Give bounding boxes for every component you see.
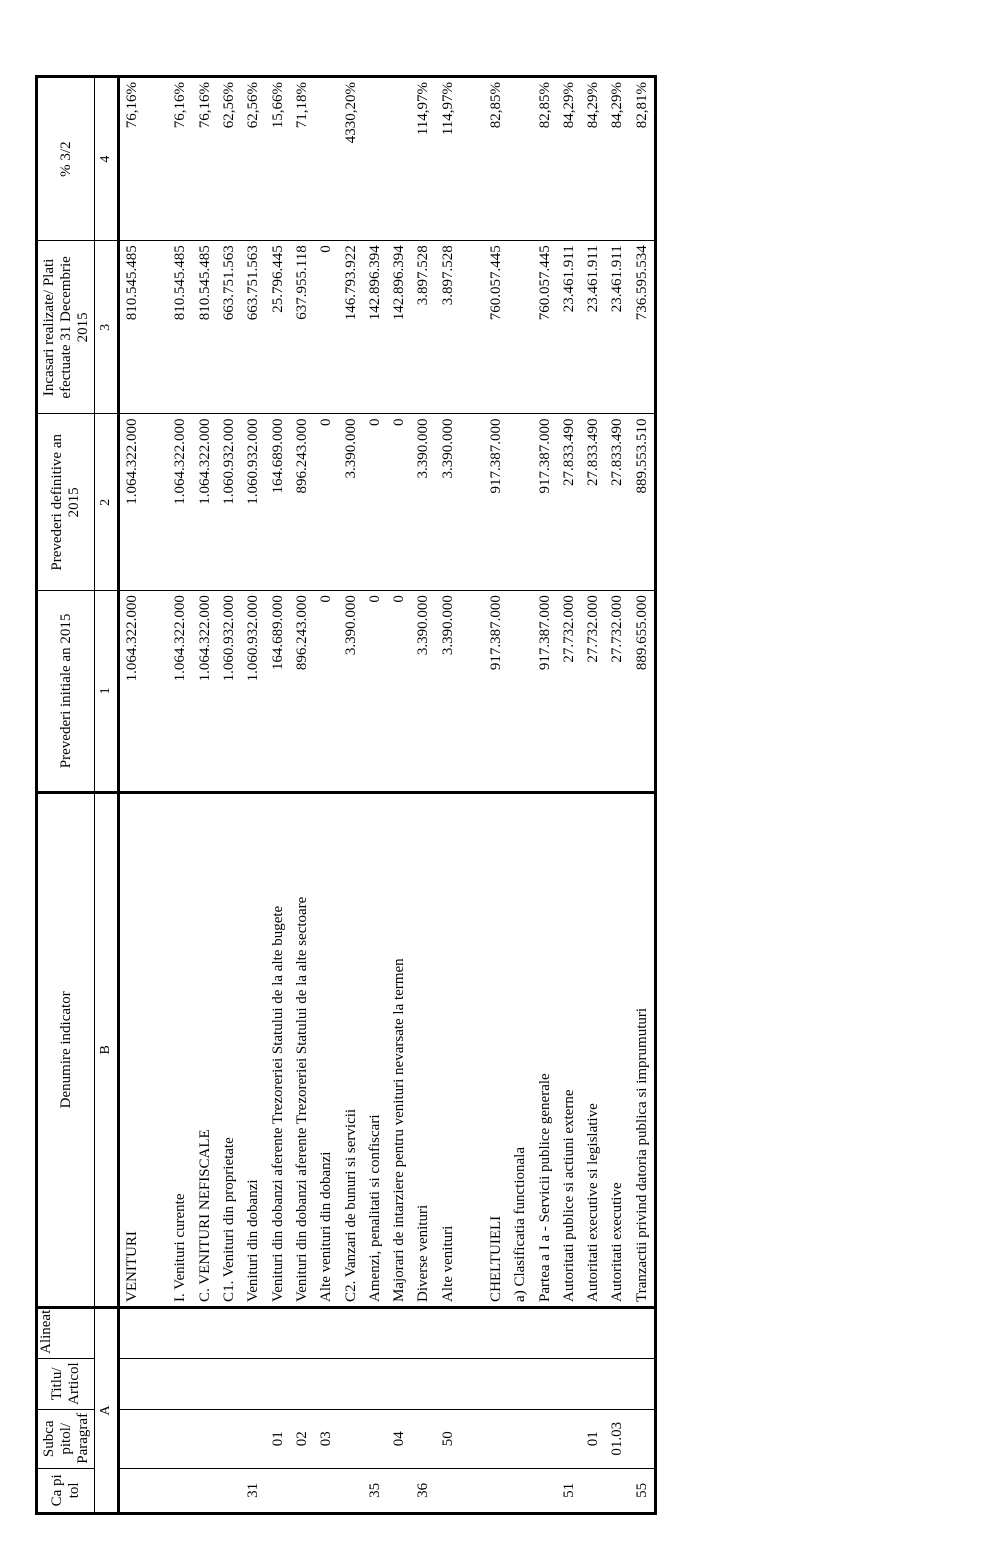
cell-denumire: Autoritati executive xyxy=(605,792,629,1307)
cell-procent: 84,29% xyxy=(557,77,581,241)
cell-subcapitol xyxy=(217,1409,241,1468)
cell-procent: 84,29% xyxy=(605,77,629,241)
cell-subcapitol xyxy=(508,1409,532,1468)
table-row xyxy=(508,77,532,1514)
cell-procent: 84,29% xyxy=(581,77,605,241)
table-row xyxy=(532,77,556,1514)
cell-capitol xyxy=(119,1468,145,1513)
cell-titlu xyxy=(290,1358,314,1409)
cell-denumire: C1. Venituri din proprietate xyxy=(217,792,241,1307)
header-realizari: Incasari realizate/ Plati efectuate 31 Decembrie 2015 xyxy=(37,241,95,414)
cell-titlu xyxy=(484,1358,508,1409)
cell-titlu xyxy=(217,1358,241,1409)
cell-titlu xyxy=(241,1358,265,1409)
cell-procent: 114,97% xyxy=(436,77,460,241)
cell-capitol: 55 xyxy=(630,1468,656,1513)
cell-prev-def: 1.060.932.000 xyxy=(217,414,241,591)
cell-procent: 76,16% xyxy=(168,77,192,241)
cell-prev-init xyxy=(144,591,168,793)
header-procent: % 3/2 xyxy=(37,77,95,241)
cell-prev-def: 3.390.000 xyxy=(436,414,460,591)
cell-prev-def: 27.833.490 xyxy=(605,414,629,591)
cell-denumire: VENITURI xyxy=(119,792,145,1307)
cell-prev-def: 1.064.322.000 xyxy=(168,414,192,591)
cell-alineat xyxy=(363,1307,387,1358)
cell-alineat xyxy=(193,1307,217,1358)
spacer-row xyxy=(460,77,484,1514)
header-prev-init: Prevederi initiale an 2015 xyxy=(37,591,95,793)
table-row xyxy=(557,77,581,1514)
cell-subcapitol xyxy=(119,1409,145,1468)
cell-procent xyxy=(460,77,484,241)
cell-subcapitol xyxy=(241,1409,265,1468)
cell-subcapitol xyxy=(193,1409,217,1468)
cell-titlu xyxy=(411,1358,435,1409)
cell-alineat xyxy=(605,1307,629,1358)
table-row xyxy=(411,77,435,1514)
cell-denumire: Majorari de intarziere pentru venituri nevarsate la termen xyxy=(387,792,411,1307)
cell-titlu xyxy=(436,1358,460,1409)
table-row xyxy=(168,77,192,1514)
cell-titlu xyxy=(119,1358,145,1409)
cell-prev-init: 3.390.000 xyxy=(411,591,435,793)
cell-capitol xyxy=(168,1468,192,1513)
index-1: 1 xyxy=(95,591,119,793)
cell-capitol xyxy=(314,1468,338,1513)
cell-alineat xyxy=(314,1307,338,1358)
header-capitol: Ca pi tol xyxy=(37,1468,95,1513)
index-4: 4 xyxy=(95,77,119,241)
cell-prev-def xyxy=(460,414,484,591)
cell-subcapitol xyxy=(168,1409,192,1468)
cell-capitol: 51 xyxy=(557,1468,581,1513)
table-row xyxy=(119,77,145,1514)
cell-prev-def: 896.243.000 xyxy=(290,414,314,591)
cell-denumire: Alte venituri din dobanzi xyxy=(314,792,338,1307)
cell-titlu xyxy=(532,1358,556,1409)
cell-denumire xyxy=(460,792,484,1307)
cell-alineat xyxy=(338,1307,362,1358)
cell-realizari: 663.751.563 xyxy=(241,241,265,414)
spacer-row xyxy=(144,77,168,1514)
cell-subcapitol xyxy=(532,1409,556,1468)
index-a: A xyxy=(95,1307,119,1513)
table-row xyxy=(241,77,265,1514)
table-row xyxy=(314,77,338,1514)
cell-subcapitol xyxy=(484,1409,508,1468)
cell-alineat xyxy=(508,1307,532,1358)
table-row xyxy=(338,77,362,1514)
cell-denumire: a) Clasificatia functionala xyxy=(508,792,532,1307)
cell-denumire: Venituri din dobanzi aferente Trezoreriei Statului de la alte bugete xyxy=(265,792,289,1307)
cell-titlu xyxy=(605,1358,629,1409)
cell-subcapitol: 01 xyxy=(265,1409,289,1468)
cell-capitol xyxy=(508,1468,532,1513)
cell-titlu xyxy=(338,1358,362,1409)
cell-alineat xyxy=(119,1307,145,1358)
cell-subcapitol xyxy=(557,1409,581,1468)
cell-procent: 82,81% xyxy=(630,77,656,241)
cell-prev-def xyxy=(144,414,168,591)
header-subcapitol: Subca pitol/ Paragraf xyxy=(37,1409,95,1468)
cell-prev-init: 0 xyxy=(314,591,338,793)
cell-denumire: Autoritati publice si actiuni externe xyxy=(557,792,581,1307)
index-2: 2 xyxy=(95,414,119,591)
cell-titlu xyxy=(193,1358,217,1409)
cell-realizari: 3.897.528 xyxy=(436,241,460,414)
cell-capitol xyxy=(290,1468,314,1513)
cell-capitol xyxy=(581,1468,605,1513)
cell-subcapitol: 02 xyxy=(290,1409,314,1468)
cell-denumire: Diverse venituri xyxy=(411,792,435,1307)
cell-titlu xyxy=(168,1358,192,1409)
cell-denumire: CHELTUIELI xyxy=(484,792,508,1307)
table-row xyxy=(630,77,656,1514)
cell-prev-init: 1.064.322.000 xyxy=(119,591,145,793)
cell-procent: 4330,20% xyxy=(338,77,362,241)
cell-subcapitol xyxy=(338,1409,362,1468)
cell-realizari xyxy=(508,241,532,414)
table-row xyxy=(436,77,460,1514)
cell-prev-init: 27.732.000 xyxy=(557,591,581,793)
cell-prev-def: 3.390.000 xyxy=(338,414,362,591)
cell-capitol xyxy=(605,1468,629,1513)
cell-procent xyxy=(363,77,387,241)
cell-capitol xyxy=(193,1468,217,1513)
cell-denumire: Tranzactii privind datoria publica si imprumuturi xyxy=(630,792,656,1307)
cell-procent xyxy=(144,77,168,241)
cell-prev-def: 0 xyxy=(314,414,338,591)
cell-prev-def: 0 xyxy=(363,414,387,591)
cell-alineat xyxy=(265,1307,289,1358)
cell-denumire xyxy=(144,792,168,1307)
cell-prev-def: 3.390.000 xyxy=(411,414,435,591)
cell-realizari: 760.057.445 xyxy=(484,241,508,414)
cell-prev-init: 3.390.000 xyxy=(436,591,460,793)
cell-titlu xyxy=(265,1358,289,1409)
cell-capitol: 36 xyxy=(411,1468,435,1513)
cell-capitol xyxy=(387,1468,411,1513)
cell-procent xyxy=(387,77,411,241)
cell-realizari: 3.897.528 xyxy=(411,241,435,414)
header-titlu: Titlu/ Articol xyxy=(37,1358,95,1409)
cell-alineat xyxy=(557,1307,581,1358)
cell-prev-init: 1.064.322.000 xyxy=(168,591,192,793)
cell-capitol xyxy=(436,1468,460,1513)
cell-denumire: C2. Vanzari de bunuri si servicii xyxy=(338,792,362,1307)
cell-prev-init xyxy=(460,591,484,793)
cell-subcapitol xyxy=(363,1409,387,1468)
cell-prev-init: 27.732.000 xyxy=(605,591,629,793)
cell-procent: 82,85% xyxy=(532,77,556,241)
budget-sheet xyxy=(35,75,720,1515)
cell-realizari: 663.751.563 xyxy=(217,241,241,414)
cell-procent: 76,16% xyxy=(193,77,217,241)
cell-alineat xyxy=(532,1307,556,1358)
cell-alineat xyxy=(484,1307,508,1358)
cell-alineat xyxy=(217,1307,241,1358)
cell-prev-init: 0 xyxy=(387,591,411,793)
cell-capitol: 35 xyxy=(363,1468,387,1513)
cell-realizari: 142.896.394 xyxy=(387,241,411,414)
cell-titlu xyxy=(460,1358,484,1409)
cell-realizari: 142.896.394 xyxy=(363,241,387,414)
cell-subcapitol xyxy=(630,1409,656,1468)
cell-subcapitol: 04 xyxy=(387,1409,411,1468)
header-prev-def: Prevederi definitive an 2015 xyxy=(37,414,95,591)
cell-subcapitol xyxy=(144,1409,168,1468)
cell-subcapitol: 50 xyxy=(436,1409,460,1468)
cell-denumire: Partea a I a - Servicii publice generale xyxy=(532,792,556,1307)
cell-realizari: 637.955.118 xyxy=(290,241,314,414)
cell-procent: 71,18% xyxy=(290,77,314,241)
cell-titlu xyxy=(557,1358,581,1409)
cell-alineat xyxy=(290,1307,314,1358)
cell-prev-def: 1.060.932.000 xyxy=(241,414,265,591)
cell-prev-def xyxy=(508,414,532,591)
cell-prev-def: 164.689.000 xyxy=(265,414,289,591)
cell-capitol xyxy=(484,1468,508,1513)
cell-prev-def: 1.064.322.000 xyxy=(193,414,217,591)
table-body xyxy=(119,77,656,1514)
cell-subcapitol: 01 xyxy=(581,1409,605,1468)
cell-alineat xyxy=(460,1307,484,1358)
table-row xyxy=(217,77,241,1514)
cell-realizari: 23.461.911 xyxy=(581,241,605,414)
cell-alineat xyxy=(144,1307,168,1358)
cell-alineat xyxy=(630,1307,656,1358)
cell-prev-init: 917.387.000 xyxy=(484,591,508,793)
cell-denumire: Venituri din dobanzi xyxy=(241,792,265,1307)
cell-prev-init: 164.689.000 xyxy=(265,591,289,793)
cell-denumire: I. Venituri curente xyxy=(168,792,192,1307)
cell-prev-def: 27.833.490 xyxy=(581,414,605,591)
cell-procent: 82,85% xyxy=(484,77,508,241)
cell-subcapitol xyxy=(460,1409,484,1468)
cell-prev-def: 917.387.000 xyxy=(484,414,508,591)
cell-alineat xyxy=(241,1307,265,1358)
index-b: B xyxy=(95,792,119,1307)
cell-titlu xyxy=(144,1358,168,1409)
cell-titlu xyxy=(581,1358,605,1409)
cell-capitol xyxy=(265,1468,289,1513)
cell-procent: 114,97% xyxy=(411,77,435,241)
cell-prev-init: 896.243.000 xyxy=(290,591,314,793)
cell-denumire: Alte venituri xyxy=(436,792,460,1307)
cell-denumire: Autoritati executive si legislative xyxy=(581,792,605,1307)
table-row xyxy=(581,77,605,1514)
cell-realizari: 25.796.445 xyxy=(265,241,289,414)
cell-capitol xyxy=(217,1468,241,1513)
cell-alineat xyxy=(168,1307,192,1358)
cell-alineat xyxy=(387,1307,411,1358)
cell-subcapitol xyxy=(411,1409,435,1468)
cell-procent: 62,56% xyxy=(241,77,265,241)
cell-titlu xyxy=(630,1358,656,1409)
cell-realizari: 146.793.922 xyxy=(338,241,362,414)
table-row xyxy=(290,77,314,1514)
budget-table xyxy=(35,75,657,1515)
cell-prev-def: 1.064.322.000 xyxy=(119,414,145,591)
cell-procent: 62,56% xyxy=(217,77,241,241)
cell-prev-def: 917.387.000 xyxy=(532,414,556,591)
table-row xyxy=(265,77,289,1514)
cell-realizari: 23.461.911 xyxy=(605,241,629,414)
cell-prev-init: 1.060.932.000 xyxy=(217,591,241,793)
cell-titlu xyxy=(314,1358,338,1409)
cell-prev-def: 27.833.490 xyxy=(557,414,581,591)
cell-realizari: 810.545.485 xyxy=(119,241,145,414)
cell-prev-init: 3.390.000 xyxy=(338,591,362,793)
cell-procent: 15,66% xyxy=(265,77,289,241)
cell-titlu xyxy=(363,1358,387,1409)
cell-capitol xyxy=(144,1468,168,1513)
cell-prev-init: 0 xyxy=(363,591,387,793)
table-row xyxy=(484,77,508,1514)
cell-subcapitol: 03 xyxy=(314,1409,338,1468)
cell-capitol xyxy=(460,1468,484,1513)
cell-realizari: 810.545.485 xyxy=(193,241,217,414)
cell-prev-def: 0 xyxy=(387,414,411,591)
cell-realizari: 810.545.485 xyxy=(168,241,192,414)
table-row xyxy=(363,77,387,1514)
cell-alineat xyxy=(411,1307,435,1358)
cell-realizari: 23.461.911 xyxy=(557,241,581,414)
cell-realizari: 0 xyxy=(314,241,338,414)
header-denumire: Denumire indicator xyxy=(37,792,95,1307)
cell-denumire: Amenzi, penalitati si confiscari xyxy=(363,792,387,1307)
cell-prev-init: 917.387.000 xyxy=(532,591,556,793)
cell-alineat xyxy=(581,1307,605,1358)
table-row xyxy=(193,77,217,1514)
index-3: 3 xyxy=(95,241,119,414)
cell-realizari: 736.595.534 xyxy=(630,241,656,414)
table-row xyxy=(605,77,629,1514)
cell-procent: 76,16% xyxy=(119,77,145,241)
cell-realizari: 760.057.445 xyxy=(532,241,556,414)
table-row xyxy=(387,77,411,1514)
cell-procent xyxy=(508,77,532,241)
cell-capitol xyxy=(338,1468,362,1513)
cell-capitol xyxy=(532,1468,556,1513)
cell-realizari xyxy=(144,241,168,414)
cell-prev-init: 27.732.000 xyxy=(581,591,605,793)
cell-denumire: C. VENITURI NEFISCALE xyxy=(193,792,217,1307)
cell-prev-init: 1.064.322.000 xyxy=(193,591,217,793)
cell-alineat xyxy=(436,1307,460,1358)
cell-subcapitol: 01.03 xyxy=(605,1409,629,1468)
cell-denumire: Venituri din dobanzi aferente Trezoreriei Statului de la alte sectoare xyxy=(290,792,314,1307)
header-alineat: Alineat xyxy=(37,1307,95,1358)
cell-prev-init: 1.060.932.000 xyxy=(241,591,265,793)
cell-capitol: 31 xyxy=(241,1468,265,1513)
cell-prev-def: 889.553.510 xyxy=(630,414,656,591)
cell-realizari xyxy=(460,241,484,414)
cell-titlu xyxy=(508,1358,532,1409)
cell-prev-init xyxy=(508,591,532,793)
cell-prev-init: 889.655.000 xyxy=(630,591,656,793)
cell-titlu xyxy=(387,1358,411,1409)
cell-procent xyxy=(314,77,338,241)
